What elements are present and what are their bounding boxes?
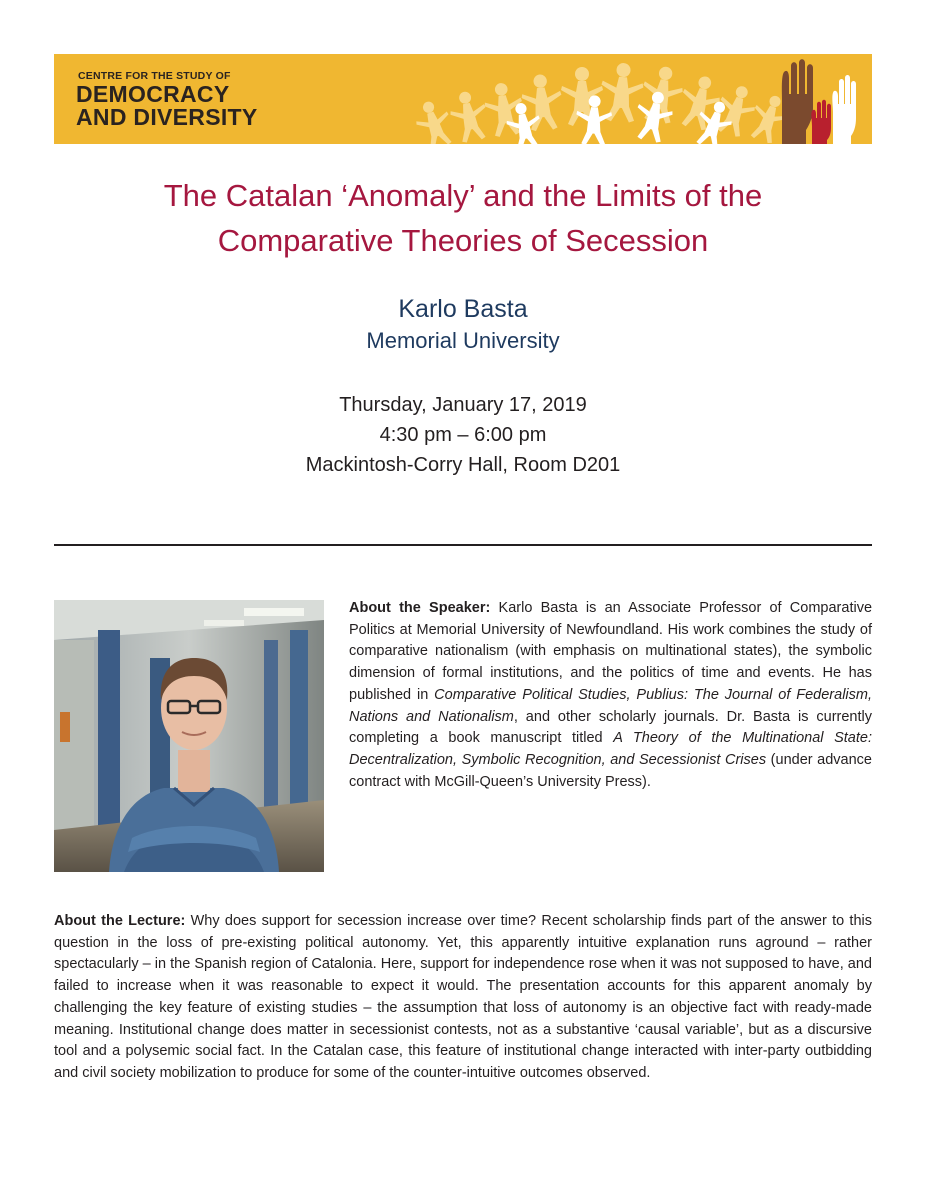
lecture-title-line1: The Catalan ‘Anomaly’ and the Limits of the — [163, 178, 763, 213]
about-lecture-paragraph — [54, 911, 872, 1085]
org-name-line1: DEMOCRACY — [76, 81, 230, 107]
speaker-name: Karlo Basta — [398, 295, 528, 323]
speaker-affiliation: Memorial University — [366, 328, 560, 353]
speaker-block — [54, 293, 872, 357]
org-name-line2: AND DIVERSITY — [76, 104, 258, 130]
org-name-small: CENTRE FOR THE STUDY OF — [78, 70, 231, 82]
event-details — [54, 390, 872, 480]
lecture-title — [54, 173, 872, 263]
event-date: Thursday, January 17, 2019 — [339, 394, 587, 416]
speaker-portrait-illustration — [54, 600, 324, 872]
header-banner — [54, 54, 872, 144]
about-speaker-text-3: (under advance contract with McGill-Queen’s University Press). — [349, 751, 872, 790]
about-speaker-text-1: Karlo Basta is an Associate Professor of Comparative Politics at Memorial University of Newfoundland. His work combines the study of comparative nationalism (with emphasis on multinational states), the symbolic dimension of formal institutions, and the politics of time and events. He has published in — [349, 600, 873, 703]
speaker-photo — [54, 600, 324, 872]
event-location: Mackintosh-Corry Hall, Room D201 — [305, 454, 621, 476]
about-speaker-book-title: A Theory of the Multinational State: Decentralization, Symbolic Recognition, and Secessionist Crises — [349, 730, 872, 768]
raised-hands-icon — [782, 59, 856, 144]
about-lecture-label: About the Lecture: — [54, 913, 186, 929]
about-lecture-text: Why does support for secession increase over time? Recent scholarship finds part of the answer to this question in the loss of pre-existing political autonomy. Yet, this apparently intuitive explanation runs aground – rather spectacularly – in the Spanish region of Catalonia. Here, support for independence rose when it was not supposed to have, and failed to increase when it was reasonable to expect it would. The presentation accounts for this apparent anomaly by challenging the key feature of existing studies – the assumption that loss of autonomy is an objective fact with ready-made meaning. Institutional change does matter in secessionist contests, not as a substantive ‘causal variable’, but as a discursive tool and a polysemic social fact. In the Catalan case, this feature of institutional change interacted with inter-party outbidding and civil society mobilization to produce for some of the counter-intuitive outcomes observed. — [54, 913, 872, 1081]
paper-figures — [411, 62, 793, 144]
lecture-title-line2: Comparative Theories of Secession — [217, 223, 709, 258]
event-time: 4:30 pm – 6:00 pm — [379, 424, 547, 446]
about-speaker-paragraph — [349, 598, 872, 793]
about-speaker-text-2: , and other scholarly journals. Dr. Basta is currently completing a book manuscript titled — [349, 708, 872, 747]
about-speaker-journals: Comparative Political Studies, Publius: The Journal of Federalism, Nations and Nationalism — [349, 686, 872, 725]
section-divider — [54, 544, 872, 546]
about-speaker-label: About the Speaker: — [349, 600, 491, 616]
paper-chain-people-graphic — [54, 54, 872, 144]
